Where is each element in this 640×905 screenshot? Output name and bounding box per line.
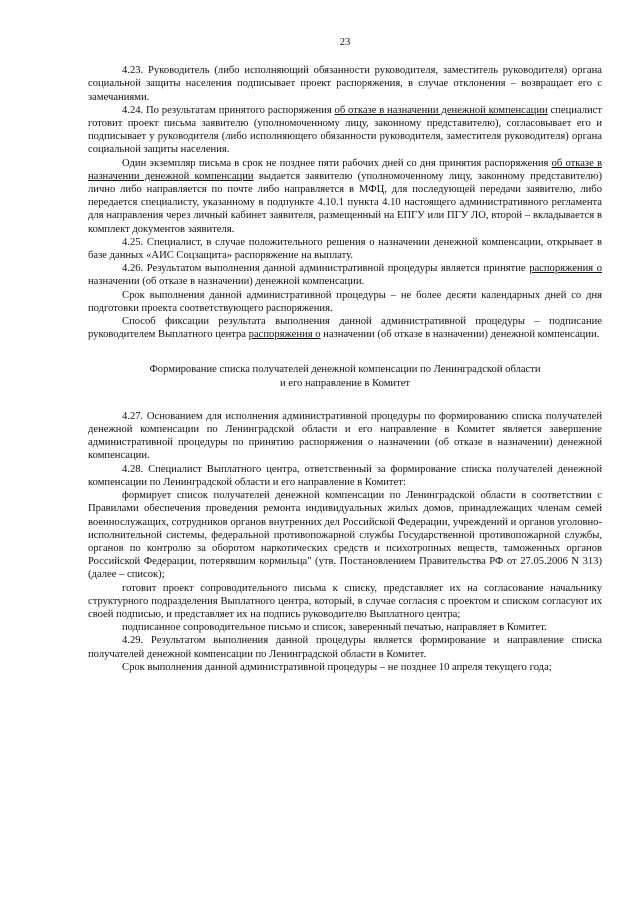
paragraph-4-24	[88, 104, 602, 157]
paragraph-term-2: Срок выполнения данной административной процедуры – не позднее 10 апреля текущего года;	[122, 661, 552, 673]
text-run: выдается заявителю (уполномоченному лицу, законному представителю) лично либо направляется по почте либо направляется в МФЦ, для последующей передачи заявителю, либо передается специалисту, указанному в подпункте 4.10.1 пункта 4.10 настоящего административного регламента для направления через личный кабинет заявителя, размещенный на ЕПГУ или ПГУ ЛО, второй – вкладывается в комплект документов заявителя.	[88, 170, 602, 235]
paragraph-forms-list: формирует список получателей денежной компенсации по Ленинградской области в соответствии с Правилами обеспечения проведения ремонта индивидуальных жилых домов, принадлежащих членам семей военнослужащих, сотрудников органов внутренних дел Российской Федерации, учреждений и органов уголовно-исполнительной системы, федеральной противопожарной службы Государственной противопожарной службы, органов по контролю за оборотом наркотических средств и психотропных веществ, таможенных органов Российской Федерации, потерявшим кормильца" (утв. Постановлением Правительства РФ от 27.05.2006 N 313) (далее – список);	[88, 490, 602, 581]
text-run: назначении (об отказе в назначении) денежной компенсации.	[320, 329, 600, 341]
paragraph-fixation	[88, 315, 602, 341]
section-heading-line-2: и его направление в Комитет	[279, 377, 411, 389]
underlined-text: об отказе в назначении денежной компенсации	[334, 104, 548, 116]
text-run: назначении (об отказе в назначении) денежной компенсации.	[88, 276, 365, 288]
paragraph-signed-letter: подписанное сопроводительное письмо и список, заверенный печатью, направляет в Комитет.	[122, 622, 547, 634]
text-run: 4.24. По результатам принятого распоряжения	[122, 104, 335, 116]
paragraph-4-27: 4.27. Основанием для исполнения административной процедуры по формированию списка получателей денежной компенсации по Ленинградской области и его направление в Комитет является завершение административной процедуры по принятию распоряжения о назначении (об отказе в назначении) денежной компенсации.	[88, 410, 602, 462]
section-heading-line-1: Формирование списка получателей денежной компенсации по Ленинградской области	[149, 364, 541, 376]
paragraph-4-23: 4.23. Руководитель (либо исполняющий обязанности руководителя, заместитель руководителя) органа социальной защиты населения подписывает проект распоряжения, в случае отклонения – возвращает его с замечаниями.	[88, 65, 602, 103]
page-number: 23	[339, 37, 351, 48]
paragraph-4-26	[88, 262, 602, 288]
underlined-text: распоряжения о	[529, 263, 602, 275]
text-run: Способ фиксации результата выполнения данной административной процедуры – подписание руководителем Выплатного центра	[88, 316, 602, 341]
paragraph-4-25: 4.25. Специалист, в случае положительного решения о назначении денежной компенсации, открывает в базе данных «АИС Соцзащита» распоряжение на выплату.	[88, 236, 602, 262]
paragraph-letter-copy	[88, 157, 602, 236]
text-run: специалист готовит проект письма заявителю (уполномоченному лицу, законному представителю), согласовывает его и подписывает у руководителя (либо исполняющего обязанности руководителя, заместителя руководителя) органа социальной защиты населения.	[88, 104, 602, 156]
underlined-text: распоряжения о	[248, 329, 321, 341]
text-run: Один экземпляр письма в срок не позднее пяти рабочих дней со дня принятия распоряжения	[122, 157, 552, 169]
underlined-text: об отказе в назначении денежной компенсации	[88, 157, 602, 182]
paragraph-prepares-letter: готовит проект сопроводительного письма к списку, представляет их на согласование начальнику структурного подразделения Выплатного центра, который, в случае согласия с проектом и списком согласуют их своей подписью, и представляет их на подпись руководителю Выплатного центра;	[88, 582, 602, 620]
paragraph-term-1: Срок выполнения данной административной процедуры – не более десяти календарных дней со дня подготовки проекта соответствующего распоряжения.	[88, 289, 602, 314]
paragraph-4-29: 4.29. Результатом выполнения данной процедуры является формирование и направление списка получателей денежной компенсации по Ленинградской области в Комитет.	[88, 635, 602, 660]
section-heading	[88, 363, 602, 389]
paragraph-4-28: 4.28. Специалист Выплатного центра, ответственный за формирование списка получателей денежной компенсации по Ленинградской области и его направление в Комитет:	[88, 463, 602, 488]
text-run: 4.26. Результатом выполнения данной административной процедуры является принятие	[122, 263, 530, 275]
